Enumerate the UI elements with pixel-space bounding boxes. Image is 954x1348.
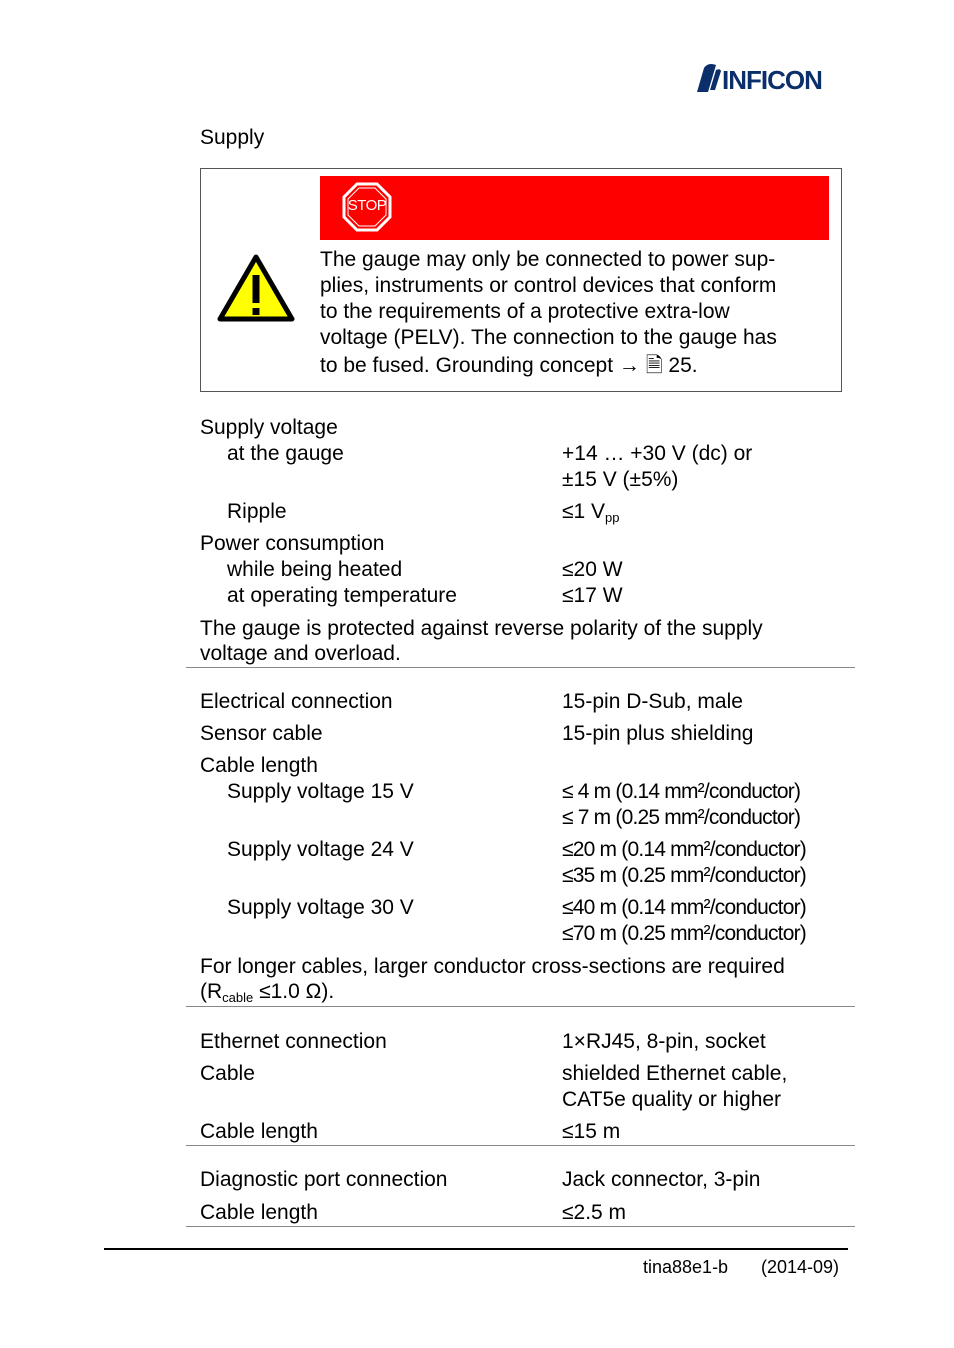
stop-sign-label: STOP: [347, 197, 387, 214]
warning-line: to be fused. Grounding concept → 🗎 25.: [320, 354, 698, 377]
cable-note-post: ≤1.0 Ω).: [253, 980, 335, 1003]
cable-note-pre: (R: [200, 980, 223, 1003]
sensor-cable-label: Sensor cable: [200, 722, 323, 745]
cable-length-row-value: ≤20 m (0.14 mm²/conductor): [562, 838, 806, 861]
warning-line: to the requirements of a protective extra-low: [320, 300, 730, 323]
supply-note-line: The gauge is protected against reverse polarity of the supply: [200, 617, 763, 640]
sensor-cable-value: 15-pin plus shielding: [562, 722, 754, 745]
at-gauge-value-alt: ±15 V (±5%): [562, 468, 679, 491]
cable-length-label: Cable length: [200, 754, 318, 777]
stop-banner: [320, 176, 829, 240]
cable-length-row-label: Supply voltage 24 V: [227, 838, 414, 861]
electrical-connection-value: 15-pin D-Sub, male: [562, 690, 743, 713]
divider: [186, 667, 855, 668]
footer-doc-id: tina88e1-b: [643, 1257, 729, 1277]
ethernet-length-value: ≤15 m: [562, 1120, 621, 1143]
ethernet-cable-label: Cable: [200, 1062, 255, 1085]
diagnostic-length-label: Cable length: [200, 1201, 318, 1224]
ripple-value: [562, 500, 620, 525]
heated-value: ≤20 W: [562, 558, 623, 581]
cable-length-row-value: ≤70 m (0.25 mm²/conductor): [562, 922, 806, 945]
divider: [186, 1006, 855, 1007]
section-title: Supply: [200, 126, 265, 149]
supply-voltage-label: Supply voltage: [200, 416, 338, 439]
divider: [186, 1226, 855, 1227]
ethernet-connection-value: 1×RJ45, 8-pin, socket: [562, 1030, 766, 1053]
warning-triangle-icon: [216, 253, 296, 323]
operating-value: ≤17 W: [562, 584, 623, 607]
inficon-logo-text: INFICON: [722, 65, 822, 95]
at-gauge-label: at the gauge: [227, 442, 344, 465]
cable-note: [200, 954, 840, 1010]
cable-length-row-value: ≤ 7 m (0.25 mm²/conductor): [562, 806, 801, 829]
operating-label: at operating temperature: [227, 584, 457, 607]
ripple-value-sub: pp: [605, 510, 620, 525]
diagnostic-length-value: ≤2.5 m: [562, 1201, 627, 1224]
diagnostic-connection-value: Jack connector, 3-pin: [562, 1168, 761, 1191]
divider: [186, 1145, 855, 1146]
ethernet-cable-value: shielded Ethernet cable,: [562, 1062, 788, 1085]
warning-line: The gauge may only be connected to power sup-: [320, 248, 776, 271]
cable-length-row-label: Supply voltage 30 V: [227, 896, 414, 919]
ripple-label: Ripple: [227, 500, 287, 523]
heated-label: while being heated: [227, 558, 403, 581]
cable-length-row-value: ≤35 m (0.25 mm²/conductor): [562, 864, 806, 887]
footer-date: (2014-09): [761, 1257, 840, 1277]
cable-note-line: For longer cables, larger conductor cross-sections are required: [200, 955, 785, 978]
footer-rule: [104, 1248, 848, 1250]
warning-text: [320, 247, 830, 379]
cable-note-sub: cable: [222, 990, 254, 1005]
cable-length-row-value: ≤40 m (0.14 mm²/conductor): [562, 896, 806, 919]
warning-box: [200, 168, 842, 392]
supply-note: [200, 616, 840, 666]
at-gauge-value: +14 … +30 V (dc) or: [562, 442, 753, 465]
ripple-value-main: ≤1 V: [562, 500, 606, 523]
warning-line: voltage (PELV). The connection to the gauge has: [320, 326, 777, 349]
ethernet-cable-value-alt: CAT5e quality or higher: [562, 1088, 782, 1111]
power-consumption-label: Power consumption: [200, 532, 385, 555]
warning-line: plies, instruments or control devices that conform: [320, 274, 777, 297]
ethernet-length-label: Cable length: [200, 1120, 318, 1143]
electrical-connection-label: Electrical connection: [200, 690, 393, 713]
cable-length-row-label: Supply voltage 15 V: [227, 780, 414, 803]
inficon-logo-mark-icon: [694, 62, 722, 96]
inficon-logo: [694, 62, 846, 96]
cable-length-row-value: ≤ 4 m (0.14 mm²/conductor): [562, 780, 801, 803]
diagnostic-connection-label: Diagnostic port connection: [200, 1168, 448, 1191]
ethernet-connection-label: Ethernet connection: [200, 1030, 387, 1053]
supply-note-line: voltage and overload.: [200, 642, 401, 665]
